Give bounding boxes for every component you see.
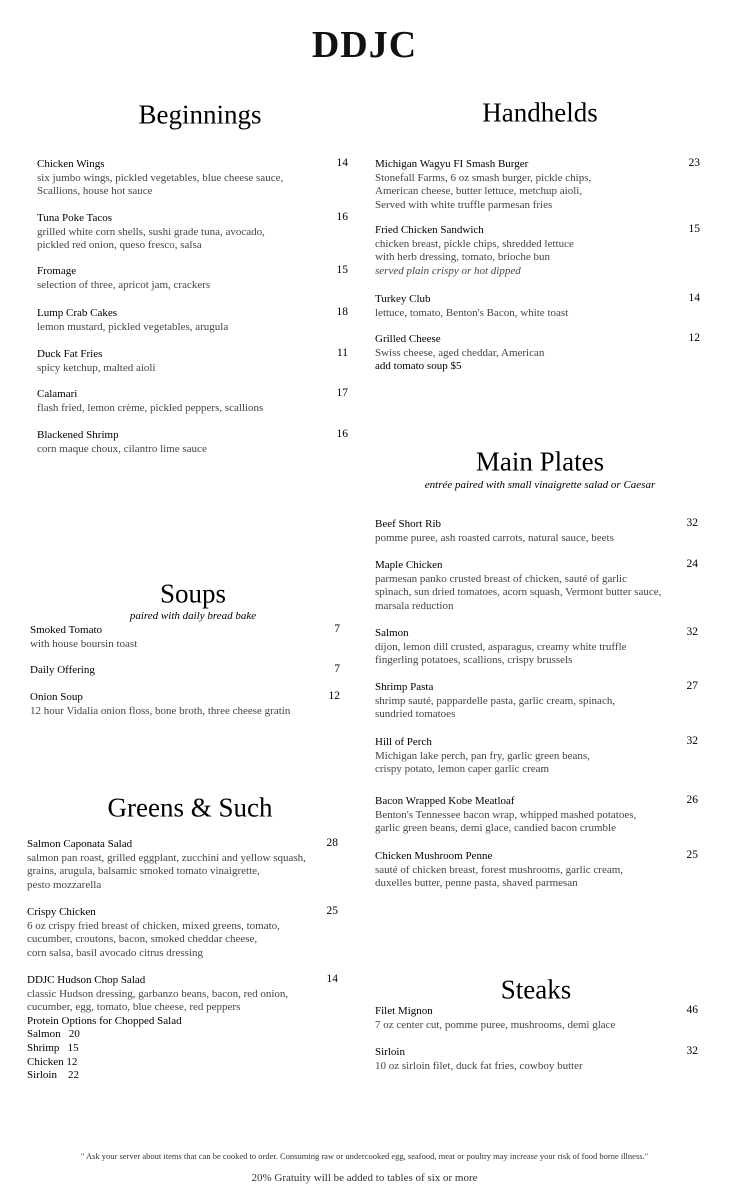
item-description: Benton's Tennessee bacon wrap, whipped mashed potatoes,: [375, 808, 637, 821]
item-description: cucumber, egg, tomato, blue cheese, red peppers: [27, 1001, 241, 1014]
item-price: 15: [336, 264, 348, 276]
menu-item: [37, 307, 228, 334]
section-subtitle: entrée paired with small vinaigrette salad or Caesar: [424, 479, 656, 491]
item-price: 18: [336, 306, 348, 318]
item-description: six jumbo wings, pickled vegetables, blue cheese sauce,: [37, 171, 284, 184]
gratuity-notice: 20% Gratuity will be added to tables of six or more: [251, 1172, 478, 1184]
item-name: Calamari: [37, 388, 78, 400]
item-price: 24: [686, 558, 698, 570]
item-price: 15: [688, 223, 700, 235]
item-price: 14: [326, 973, 338, 985]
menu-item: [27, 906, 280, 960]
section-subtitle: paired with daily bread bake: [129, 610, 257, 622]
menu-item: [375, 559, 661, 613]
item-extra: Salmon 20: [27, 1028, 80, 1041]
item-name: Fried Chicken Sandwich: [375, 224, 484, 236]
item-description: fingerling potatoes, scallions, crispy brussels: [375, 654, 573, 667]
item-price: 32: [686, 517, 698, 529]
menu-item: [375, 518, 614, 545]
item-description: chicken breast, pickle chips, shredded lettuce: [375, 237, 574, 250]
item-price: 25: [686, 849, 698, 861]
item-description: Stonefall Farms, 6 oz smash burger, pickle chips,: [375, 171, 592, 184]
menu-item: [375, 293, 568, 320]
item-description: spicy ketchup, malted aioli: [37, 361, 156, 374]
item-price: 17: [336, 387, 348, 399]
item-name: Filet Mignon: [375, 1005, 433, 1017]
item-name: Blackened Shrimp: [37, 429, 119, 441]
menu-item: [375, 627, 627, 668]
menu-item: [375, 681, 615, 722]
item-description: pesto mozzarella: [27, 878, 102, 891]
item-price: 16: [336, 428, 348, 440]
restaurant-title: DDJC: [311, 24, 418, 66]
item-description: selection of three, apricot jam, crackers: [37, 278, 211, 291]
item-description: dijon, lemon dill crusted, asparagus, creamy white truffle: [375, 640, 627, 653]
item-name: Maple Chicken: [375, 559, 443, 571]
menu-item: [37, 348, 156, 375]
item-price: 32: [686, 626, 698, 638]
item-description: with house boursin toast: [30, 637, 138, 650]
item-description: corn salsa, basil avocado citrus dressing: [27, 946, 203, 959]
item-description: lemon mustard, pickled vegetables, arugula: [37, 320, 229, 333]
section-heading: Greens & Such: [107, 792, 273, 823]
item-price: 14: [336, 157, 348, 169]
item-description: grains, arugula, balsamic smoked tomato vinaigrette,: [27, 865, 260, 878]
item-name: Beef Short Rib: [375, 518, 441, 530]
item-description: Scallions, house hot sauce: [37, 185, 153, 198]
item-name: Fromage: [37, 265, 77, 277]
menu-item: [375, 1005, 615, 1032]
item-name: Grilled Cheese: [375, 333, 441, 345]
item-description: cucumber, croutons, bacon, smoked cheddar cheese,: [27, 933, 258, 946]
item-description: salmon pan roast, grilled eggplant, zucchini and yellow squash,: [27, 851, 306, 864]
item-description: shrimp sauté, pappardelle pasta, garlic cream, spinach,: [375, 694, 616, 707]
menu-item: [375, 850, 623, 891]
item-extra: Sirloin 22: [27, 1069, 79, 1082]
section-heading: Steaks: [500, 974, 572, 1005]
item-name: Daily Offering: [30, 664, 95, 676]
section-heading: Main Plates: [475, 446, 605, 477]
item-description: parmesan panko crusted breast of chicken, sauté of garlic: [375, 572, 627, 585]
item-name: DDJC Hudson Chop Salad: [27, 974, 146, 986]
item-description: 12 hour Vidalia onion floss, bone broth, three cheese gratin: [30, 704, 291, 717]
item-description: 6 oz crispy fried breast of chicken, mixed greens, tomato,: [27, 919, 280, 932]
item-description: duxelles butter, penne pasta, shaved parmesan: [375, 877, 578, 890]
menu-item: [375, 224, 574, 278]
item-description: grilled white corn shells, sushi grade tuna, avocado,: [37, 225, 265, 238]
section-heading: Soups: [159, 578, 227, 609]
menu-item: [375, 333, 544, 374]
item-description: lettuce, tomato, Benton's Bacon, white toast: [375, 306, 569, 319]
item-price: 27: [686, 680, 698, 692]
item-name: Onion Soup: [30, 691, 83, 703]
menu-item: [27, 838, 306, 892]
item-description: with herb dressing, tomato, brioche bun: [375, 251, 551, 264]
item-name: Salmon Caponata Salad: [27, 838, 133, 850]
item-description: garlic green beans, demi glace, candied bacon crumble: [375, 822, 616, 835]
item-price: 16: [336, 211, 348, 223]
item-description: Swiss cheese, aged cheddar, American: [375, 346, 545, 359]
item-description: sundried tomatoes: [375, 708, 456, 721]
menu-item: [375, 736, 590, 777]
item-price: 32: [686, 735, 698, 747]
item-extra: Shrimp 15: [27, 1041, 79, 1054]
item-name: Bacon Wrapped Kobe Meatloaf: [375, 795, 515, 807]
menu-item: [37, 158, 283, 199]
item-description: classic Hudson dressing, garbanzo beans, bacon, red onion,: [27, 987, 289, 1000]
item-name: Tuna Poke Tacos: [37, 212, 113, 224]
menu-item: [27, 974, 288, 1083]
menu-item: [30, 664, 95, 678]
menu-item: [375, 795, 636, 836]
item-extra: Chicken 12: [27, 1055, 78, 1068]
menu-item: [37, 388, 263, 415]
section-heading: Handhelds: [482, 97, 598, 128]
item-name: Sirloin: [375, 1046, 405, 1058]
item-description: American cheese, butter lettuce, metchup aioli,: [375, 185, 583, 198]
item-price: 23: [688, 157, 700, 169]
food-safety-disclaimer: " Ask your server about items that can be cooked to order. Consuming raw or undercooked egg, seafood, meat or poultry may increase your risk of food borne illness.": [80, 1151, 649, 1161]
menu-item: [37, 429, 207, 456]
item-note: served plain crispy or hot dipped: [375, 264, 521, 277]
item-description: spinach, sun dried tomatoes, acorn squash, Vermont butter sauce,: [375, 586, 662, 599]
item-name: Lump Crab Cakes: [37, 307, 118, 319]
item-name: Salmon: [375, 627, 409, 639]
section-heading: Beginnings: [138, 99, 262, 130]
menu-item: [375, 1046, 583, 1073]
menu-item: [30, 624, 137, 651]
item-description: 10 oz sirloin filet, duck fat fries, cowboy butter: [375, 1059, 583, 1072]
item-description: pomme puree, ash roasted carrots, natural sauce, beets: [375, 531, 614, 544]
menu-item: [30, 691, 290, 718]
item-name: Hill of Perch: [375, 736, 432, 748]
item-name: Smoked Tomato: [30, 624, 103, 636]
item-name: Duck Fat Fries: [37, 348, 103, 360]
item-price: 26: [686, 794, 698, 806]
item-price: 12: [328, 690, 340, 702]
item-price: 11: [336, 347, 348, 359]
item-name: Chicken Mushroom Penne: [375, 850, 493, 862]
menu-item: [37, 212, 265, 253]
item-description: flash fried, lemon crème, pickled peppers, scallions: [37, 401, 264, 414]
menu-item: [37, 265, 210, 292]
item-extra: add tomato soup $5: [375, 360, 462, 373]
item-price: 7: [334, 663, 340, 675]
item-name: Michigan Wagyu FI Smash Burger: [375, 158, 529, 170]
item-price: 32: [686, 1045, 698, 1057]
item-price: 7: [334, 623, 340, 635]
menu-item: [375, 158, 591, 212]
item-extra: Protein Options for Chopped Salad: [27, 1014, 182, 1027]
item-price: 12: [688, 332, 700, 344]
item-price: 25: [326, 905, 338, 917]
item-description: pickled red onion, queso fresco, salsa: [37, 239, 202, 252]
item-description: sauté of chicken breast, forest mushrooms, garlic cream,: [375, 863, 624, 876]
item-price: 28: [326, 837, 338, 849]
item-description: Michigan lake perch, pan fry, garlic green beans,: [375, 749, 590, 762]
item-description: marsala reduction: [375, 599, 454, 612]
item-description: crispy potato, lemon caper garlic cream: [375, 763, 550, 776]
item-description: corn maque choux, cilantro lime sauce: [37, 442, 207, 455]
item-name: Turkey Club: [375, 293, 431, 305]
item-price: 46: [686, 1004, 698, 1016]
item-price: 14: [688, 292, 700, 304]
item-description: 7 oz center cut, pomme puree, mushrooms, demi glace: [375, 1018, 616, 1031]
item-description: Served with white truffle parmesan fries: [375, 198, 553, 211]
item-name: Crispy Chicken: [27, 906, 96, 918]
item-name: Chicken Wings: [37, 158, 105, 170]
item-name: Shrimp Pasta: [375, 681, 434, 693]
